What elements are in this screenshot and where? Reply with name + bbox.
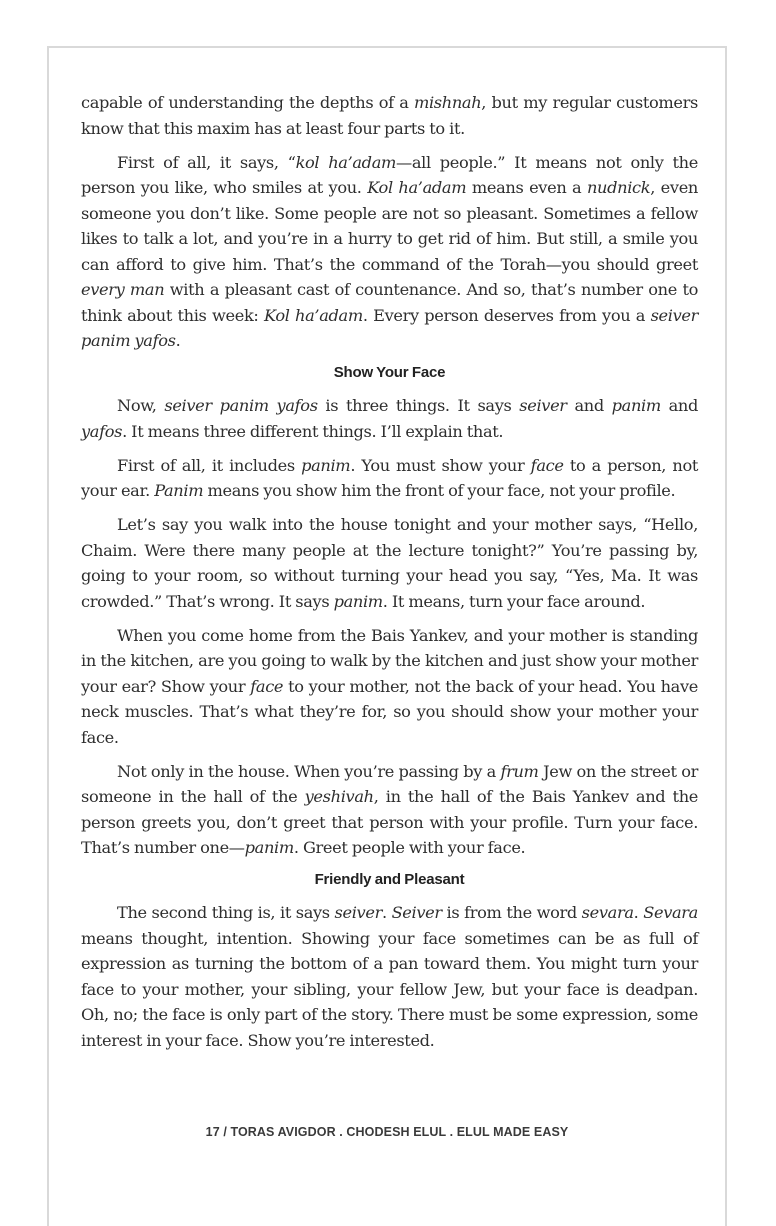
text-run: Not only in the house. When you’re passing by a (117, 761, 501, 781)
text-run: is from the word (441, 903, 582, 922)
text-run: . You must show your (350, 455, 531, 475)
section-heading-friendly-and-pleasant: Friendly and Pleasant (314, 871, 465, 888)
text-run: . It means, turn your face around. (382, 591, 646, 611)
text-run: Let’s say you walk into the house tonight and your mother says, “Hello, Chaim. Were there many people at the lecture tonight?” You’re passing by, going to your room, so without turning your head you say, “Yes, Ma. It was crowded.” That’s wrong. It says (81, 515, 698, 611)
text-run: . (381, 903, 392, 922)
text-run: , but my regular customers know that this maxim has at least four parts to it. (81, 93, 698, 138)
text-run: . (633, 903, 644, 922)
document-page (47, 46, 727, 1226)
text-run: First of all, it includes (117, 455, 302, 475)
body-section-friendly-and-pleasant (81, 900, 698, 1053)
italic-term: frum (500, 761, 539, 781)
italic-term: Panim (154, 481, 204, 500)
italic-term: seiver (334, 903, 382, 922)
text-run: means thought, intention. Showing your face sometimes can be as full of expression as turning the bottom of a pan toward them. You might turn your face to your mother, your sibling, your fellow Jew, but your face is deadpan. Oh, no; the face is only part of the story. There must be some expression, some interest in your face. Show you’re interested. (81, 928, 698, 1050)
body-paragraph (81, 623, 698, 751)
italic-term: face (530, 455, 564, 475)
text-run: The second thing is, it says (117, 903, 335, 922)
text-run: . It means three different things. I’ll explain that. (122, 421, 504, 441)
text-run: —all people.” It means not only the person you like, who smiles at you. (81, 152, 698, 197)
text-run: to a person, not your ear. (81, 455, 699, 500)
text-run: . Greet people with your face. (293, 838, 526, 857)
body-section-show-your-face (81, 393, 698, 861)
italic-term: panim (611, 396, 661, 415)
text-run: means even a (466, 178, 587, 197)
italic-term: Seiver (391, 903, 442, 922)
text-run: . (175, 331, 181, 350)
text-run: First of all, it says, “ (117, 152, 296, 172)
text-run: means you show him the front of your face, not your profile. (203, 481, 676, 500)
italic-term: panim (333, 591, 383, 611)
italic-term: Sevara (643, 903, 698, 922)
italic-term: every man (81, 280, 165, 299)
text-run: Jew on the street or someone in the hall of the (81, 761, 698, 806)
text-run: and (566, 396, 612, 415)
body-paragraph (81, 393, 698, 444)
italic-term: seiver panim yafos (81, 305, 698, 350)
italic-term: seiver (519, 396, 567, 415)
text-run: and (660, 396, 699, 415)
body-paragraph (81, 453, 698, 504)
italic-term: sevara (581, 903, 634, 922)
italic-term: Kol ha’adam (367, 178, 467, 197)
italic-term: yafos (81, 421, 123, 441)
text-run: to your mother, not the back of your head. You have neck muscles. That’s what they’re for, so you should show your mother your face. (81, 676, 698, 747)
italic-term: kol ha’adam (295, 152, 396, 172)
italic-term: yeshivah (304, 787, 374, 806)
italic-term: seiver panim yafos (164, 396, 318, 415)
page-footer: 17 / TORAS AVIGDOR . CHODESH ELUL . ELUL MADE EASY (205, 1125, 569, 1139)
italic-term: panim (244, 838, 294, 857)
italic-term: panim (301, 455, 351, 475)
text-run: is three things. It says (317, 396, 520, 415)
text-run: Now, (117, 396, 165, 415)
body-paragraph (81, 759, 698, 861)
text-run: , in the hall of the Bais Yankev and the person greets you, don’t greet that person with your profile. Turn your face. That’s number one— (81, 787, 698, 857)
italic-term: nudnick (586, 178, 651, 197)
italic-term: face (250, 676, 284, 696)
text-run: , even someone you don’t like. Some people are not so pleasant. Sometimes a fellow likes to talk a lot, and you’re in a hurry to get rid of him. But still, a smile you can afford to give him. That’s the command of the Torah—you should greet (81, 178, 699, 274)
text-run: with a pleasant cast of countenance. And so, that’s number one to think about this week: (81, 280, 699, 325)
body-paragraph (81, 512, 698, 614)
body-section-intro (81, 90, 698, 354)
section-heading-show-your-face: Show Your Face (333, 364, 446, 381)
page-content (81, 90, 698, 1062)
body-paragraph (81, 900, 698, 1053)
italic-term: Kol ha’adam (264, 305, 363, 325)
italic-term: mishnah (413, 93, 482, 112)
text-run: When you come home from the Bais Yankev, and your mother is standing in the kitchen, are you going to walk by the kitchen and just show your mother your ear? Show your (81, 625, 698, 696)
body-paragraph (81, 150, 698, 354)
text-run: capable of understanding the depths of a (81, 93, 414, 112)
text-run: . Every person deserves from you a (362, 305, 651, 325)
body-paragraph (81, 90, 698, 141)
